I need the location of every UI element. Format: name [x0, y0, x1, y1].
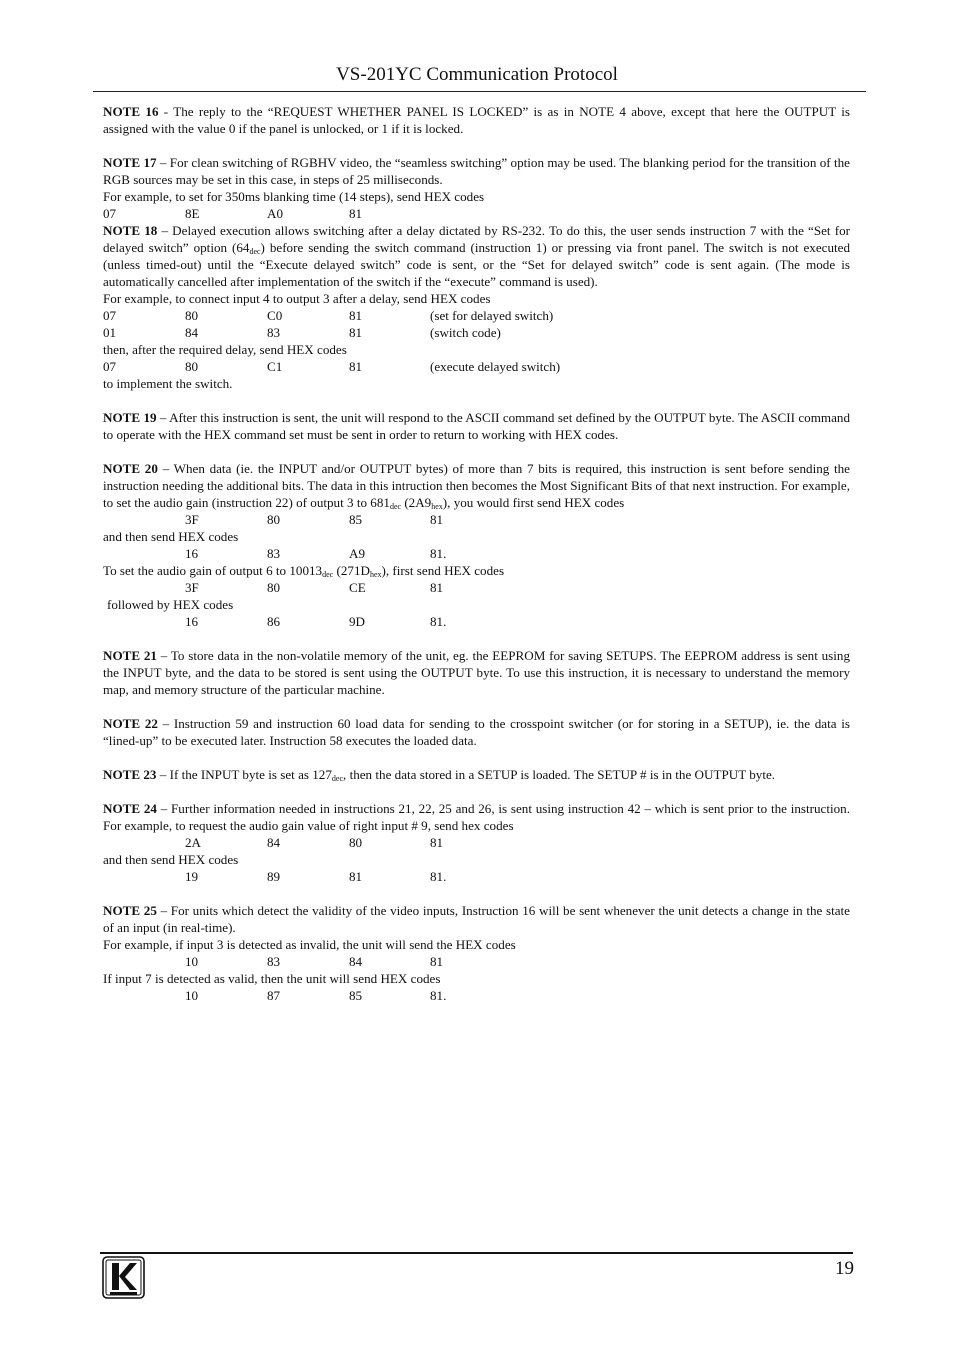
hex-code: 83 [267, 325, 281, 340]
hex-code: CE [349, 580, 366, 595]
hex-code: 3F [185, 512, 199, 527]
code-comment: (execute delayed switch) [430, 359, 561, 374]
hex-code: C1 [267, 359, 283, 374]
note-text: , then the data stored in a SETUP is loaded. The SETUP # is in the OUTPUT byte. [343, 767, 776, 782]
note-text: – If the INPUT byte is set as 127 [156, 767, 332, 782]
hex-code: 81 [349, 206, 363, 221]
hex-code: 84 [185, 325, 199, 340]
hex-code: 81 [430, 954, 444, 969]
hex-code-row [103, 545, 850, 562]
hex-code: 19 [185, 869, 199, 884]
hex-code: 81. [430, 614, 447, 629]
note-text: – For units which detect the validity of the video inputs, Instruction 16 will be sent whenever the unit detects a change in the state of an input (in real-time). [103, 903, 850, 935]
subscript: hex [369, 570, 382, 579]
note-24 [103, 800, 850, 834]
hex-code: 80 [185, 359, 199, 374]
note-text: – For clean switching of RGBHV video, the “seamless switching” option may be used. The blanking period for the transition of the RGB sources may be set in this case, in steps of 25 milliseconds. [103, 155, 850, 187]
note-text: ), you would first send HEX codes [442, 495, 625, 510]
note-then: and then send HEX codes [103, 529, 239, 544]
code-comment: (set for delayed switch) [430, 308, 554, 323]
hex-code: 81 [349, 308, 363, 323]
hex-code: 10 [185, 988, 199, 1003]
note-19 [103, 409, 850, 443]
note-text: – Instruction 59 and instruction 60 load data for sending to the crosspoint switcher (or for storing in a SETUP), ie. the data is “lined-up” to be executed later. Instruction 58 executes the loaded data. [103, 716, 850, 748]
hex-code: 16 [185, 546, 199, 561]
hex-code: 07 [103, 308, 117, 323]
hex-code-row [103, 987, 850, 1004]
note-text: To set the audio gain of output 6 to 10013 [103, 563, 323, 578]
hex-code: C0 [267, 308, 283, 323]
note-18 [103, 222, 850, 290]
hex-code: 81 [430, 580, 444, 595]
hex-code: 07 [103, 359, 117, 374]
note-text: – To store data in the non-volatile memory of the unit, eg. the EEPROM for saving SETUPS. The EEPROM address is sent using the INPUT byte, and the data to be stored is sent using the OUTPUT byte. To use this instruction, it is necessary to understand the memory map, and memory structure of the particular machine. [103, 648, 850, 697]
hex-code: 8E [185, 206, 200, 221]
hex-code: 9D [349, 614, 366, 629]
hex-code: 87 [267, 988, 281, 1003]
hex-code-row [103, 511, 850, 528]
hex-code: A9 [349, 546, 366, 561]
hex-code: 81 [430, 835, 444, 850]
page-number: 19 [835, 1258, 854, 1279]
note-label: NOTE 24 [103, 801, 157, 816]
note-label: NOTE 22 [103, 716, 158, 731]
note-17 [103, 154, 850, 188]
hex-code: 01 [103, 325, 117, 340]
hex-code: 81 [349, 325, 363, 340]
hex-code: 85 [349, 512, 363, 527]
note-then: followed by HEX codes [107, 597, 234, 612]
hex-code: 80 [185, 308, 199, 323]
hex-code: 83 [267, 546, 281, 561]
note-text: - The reply to the “REQUEST WHETHER PANEL IS LOCKED” is as in NOTE 4 above, except that here the OUTPUT is assigned with the value 0 if the panel is unlocked, or 1 if it is locked. [103, 104, 850, 136]
note-label: NOTE 21 [103, 648, 157, 663]
code-comment: (switch code) [430, 325, 501, 340]
subscript: dec [331, 774, 344, 783]
kramer-logo-icon [102, 1256, 145, 1299]
note-text: (271D [333, 563, 370, 578]
hex-code: 81 [349, 359, 363, 374]
hex-code: 81 [430, 512, 444, 527]
note-label: NOTE 17 [103, 155, 157, 170]
note-label: NOTE 18 [103, 223, 158, 238]
hex-code-row [103, 307, 850, 324]
hex-code: 3F [185, 580, 199, 595]
note-then: then, after the required delay, send HEX codes [103, 342, 347, 357]
hex-code: 81. [430, 546, 447, 561]
note-text: – When data (ie. the INPUT and/or OUTPUT bytes) of more than 7 bits is required, this instruction is sent before sending the instruction needing the additional bits. The data in this intruction then becomes the Most Significant Bits of that next instruction. For example, to set the audio gain (instruction 22) of output 3 to 681 [103, 461, 850, 510]
hex-code-row [103, 868, 850, 885]
hex-code: 83 [267, 954, 281, 969]
hex-code: 10 [185, 954, 199, 969]
note-16 [103, 103, 850, 137]
note-then: and then send HEX codes [103, 852, 239, 867]
note-example [103, 562, 850, 579]
hex-code-row [103, 324, 850, 341]
hex-code: 80 [267, 512, 281, 527]
hex-code: 2A [185, 835, 202, 850]
note-text: – Further information needed in instructions 21, 22, 25 and 26, is sent using instruction 42 – which is sent prior to the instruction. For example, to request the audio gain value of right input # 9, send hex codes [103, 801, 850, 833]
note-21 [103, 647, 850, 698]
footer-divider [100, 1252, 853, 1254]
hex-code-row [103, 205, 850, 222]
note-label: NOTE 23 [103, 767, 157, 782]
note-example: For example, to connect input 4 to output 3 after a delay, send HEX codes [103, 291, 491, 306]
note-label: NOTE 19 [103, 410, 157, 425]
subscript: dec [322, 570, 334, 579]
note-20 [103, 460, 850, 511]
note-label: NOTE 20 [103, 461, 158, 476]
hex-code: 84 [349, 954, 363, 969]
hex-code: 86 [267, 614, 281, 629]
hex-code: 80 [267, 580, 281, 595]
subscript: dec [249, 247, 261, 256]
hex-code-row [103, 579, 850, 596]
note-example: If input 7 is detected as valid, then the unit will send HEX codes [103, 971, 441, 986]
page-header-title: VS-201YC Communication Protocol [336, 64, 618, 85]
hex-code: 84 [267, 835, 281, 850]
subscript: dec [389, 502, 402, 511]
document-body [103, 103, 850, 1004]
note-end: to implement the switch. [103, 376, 233, 391]
hex-code-row [103, 358, 850, 375]
hex-code-row [103, 834, 850, 851]
note-text: – After this instruction is sent, the unit will respond to the ASCII command set defined by the OUTPUT byte. The ASCII command to operate with the HEX command set must be sent in order to return to working with HEX codes. [103, 410, 850, 442]
note-label: NOTE 16 [103, 104, 159, 119]
hex-code-row [103, 613, 850, 630]
hex-code: 80 [349, 835, 363, 850]
hex-code: 81. [430, 869, 447, 884]
note-example: For example, to set for 350ms blanking time (14 steps), send HEX codes [103, 189, 485, 204]
note-text: ), first send HEX codes [381, 563, 505, 578]
hex-code: 07 [103, 206, 117, 221]
note-text: – Delayed execution allows switching after a delay dictated by RS-232. To do this, the user sends instruction 7 with the “Set for delayed switch” option (64 [103, 223, 850, 255]
hex-code: 85 [349, 988, 363, 1003]
hex-code: A0 [267, 206, 284, 221]
subscript: hex [431, 502, 443, 511]
hex-code: 16 [185, 614, 199, 629]
note-label: NOTE 25 [103, 903, 157, 918]
hex-code-row [103, 953, 850, 970]
note-text: ) before sending the switch command (instruction 1) or pressing via front panel. The switch is not executed (unless timed-out) until the “Execute delayed switch” code is sent, or the “Set for delayed switch” code is sent again. (The mode is automatically cancelled after implementation of the switch if the “execute” command is used). [103, 240, 850, 289]
header-divider [93, 91, 866, 92]
note-text: (2A9 [401, 495, 432, 510]
hex-code: 81. [430, 988, 447, 1003]
note-22 [103, 715, 850, 749]
hex-code: 89 [267, 869, 281, 884]
hex-code: 81 [349, 869, 363, 884]
note-23 [103, 766, 850, 783]
note-example: For example, if input 3 is detected as invalid, the unit will send the HEX codes [103, 937, 516, 952]
note-25 [103, 902, 850, 936]
